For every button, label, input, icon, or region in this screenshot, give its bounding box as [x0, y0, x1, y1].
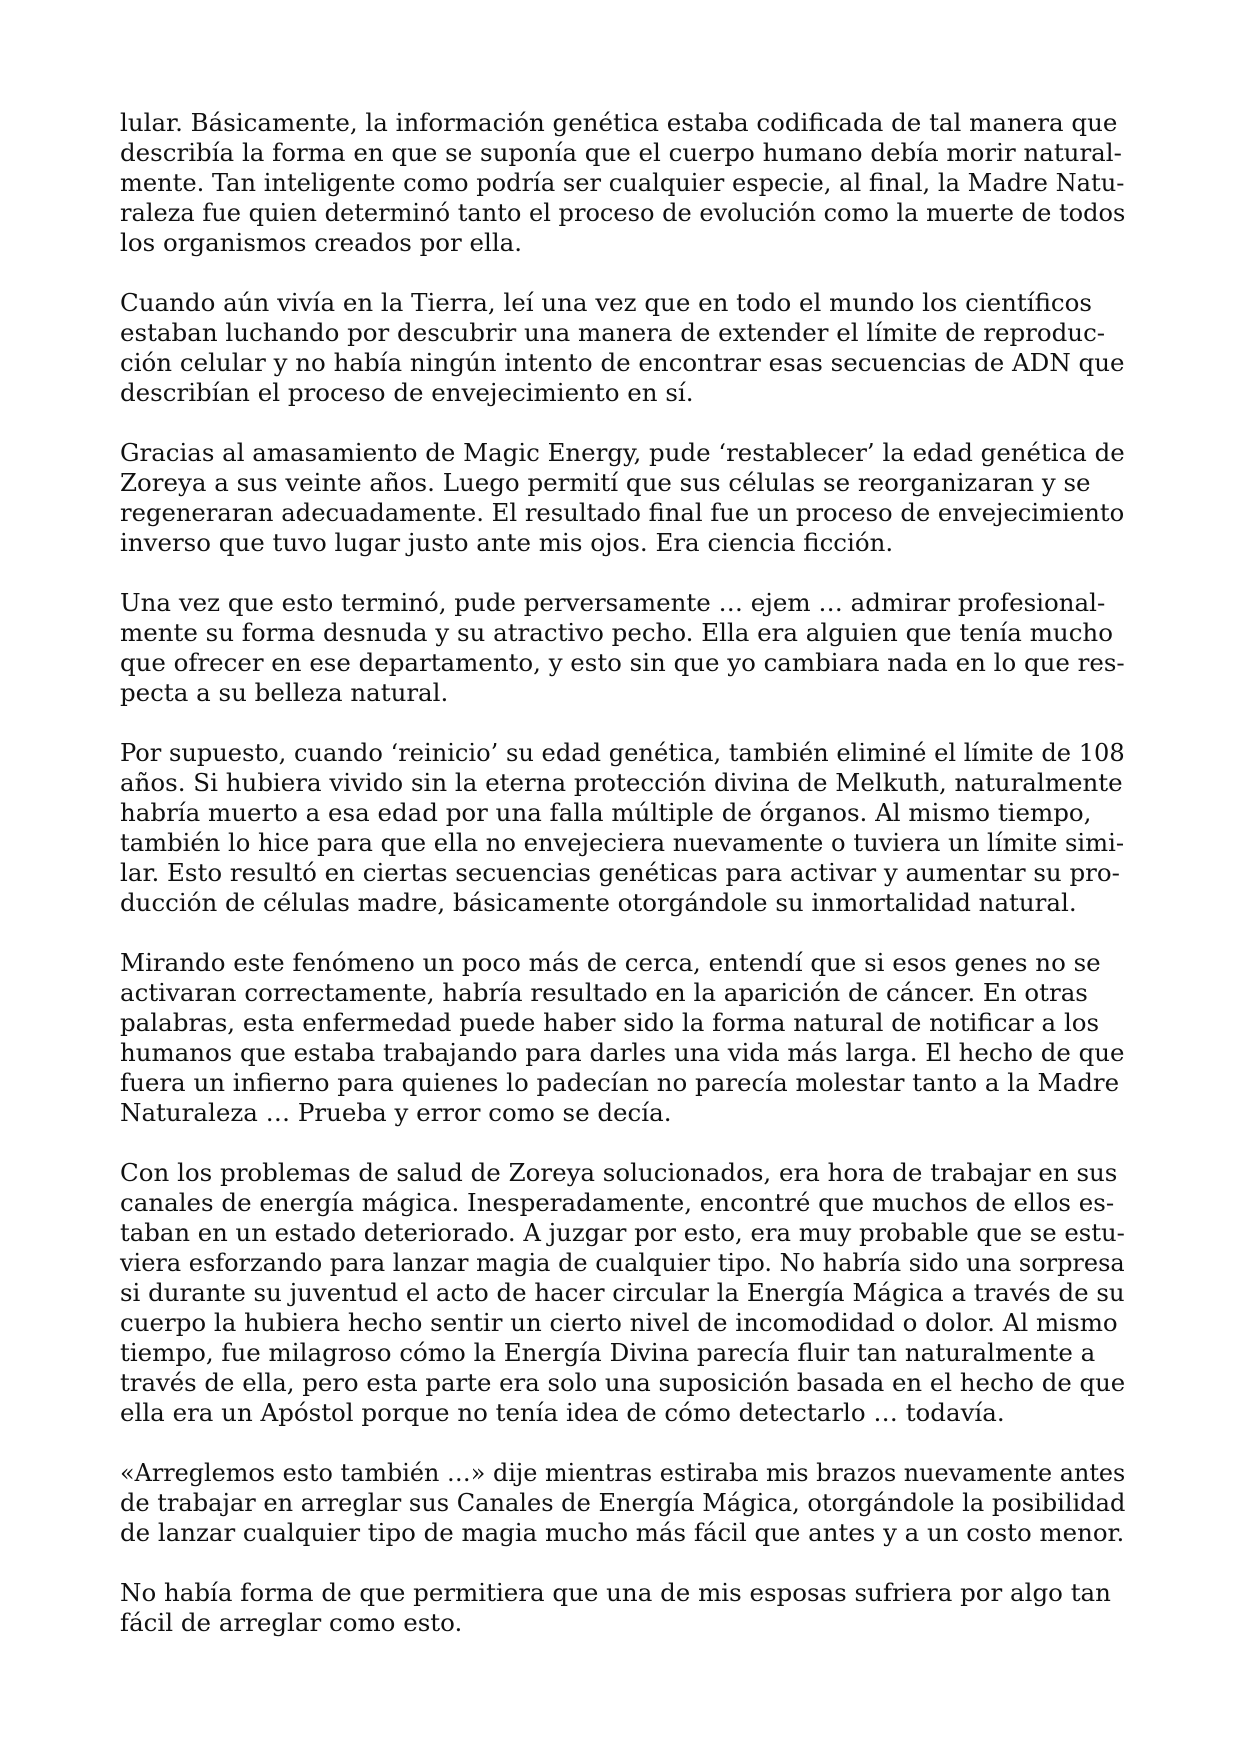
paragraph-6 [120, 948, 1125, 1128]
text-line: habría muerto a esa edad por una falla múltiple de órganos. Al mismo tiempo, [120, 798, 1092, 827]
text-line: describía la forma en que se suponía que el cuerpo humano debía morir natural- [120, 138, 1122, 167]
text-line: de lanzar cualquier tipo de magia mucho más fácil que antes y a un costo menor. [120, 1518, 1125, 1547]
text-line: Naturaleza … Prueba y error como se decía. [120, 1098, 672, 1127]
paragraph-3 [120, 438, 1125, 558]
text-line: Una vez que esto terminó, pude perversamente … ejem … admirar profesional- [120, 588, 1106, 617]
text-line: regeneraran adecuadamente. El resultado final fue un proceso de envejecimiento [120, 498, 1125, 527]
text-line: humanos que estaba trabajando para darles una vida más larga. El hecho de que [120, 1038, 1125, 1067]
text-line: mente su forma desnuda y su atractivo pecho. Ella era alguien que tenía mucho [120, 618, 1113, 647]
paragraph-4 [120, 588, 1125, 708]
text-line: mente. Tan inteligente como podría ser cualquier especie, al final, la Madre Natu- [120, 169, 1125, 197]
text-line: través de ella, pero esta parte era solo una suposición basada en el hecho de que [120, 1368, 1126, 1397]
text-line: fuera un infierno para quienes lo padecían no parecía molestar tanto a la Madre [120, 1068, 1120, 1097]
text-line: que ofrecer en ese departamento, y esto sin que yo cambiara nada en lo que res- [120, 648, 1125, 677]
text-line: Gracias al amasamiento de Magic Energy, pude ‘restablecer’ la edad genética de [120, 438, 1125, 467]
text-line: si durante su juventud el acto de hacer circular la Energía Mágica a través de su [120, 1278, 1125, 1307]
text-line: años. Si hubiera vivido sin la eterna protección divina de Melkuth, naturalmente [120, 768, 1123, 797]
text-line: ción celular y no había ningún intento de encontrar esas secuencias de ADN que [120, 348, 1125, 377]
text-line: estaban luchando por descubrir una manera de extender el límite de reproduc- [120, 318, 1106, 347]
text-line: ducción de células madre, básicamente otorgándole su inmortalidad natural. [120, 888, 1077, 917]
text-line: Con los problemas de salud de Zoreya solucionados, era hora de trabajar en sus [120, 1158, 1118, 1187]
paragraph-7 [120, 1158, 1125, 1428]
text-line: fácil de arreglar como esto. [120, 1608, 463, 1637]
text-line: lular. Básicamente, la información genética estaba codificada de tal manera que [120, 108, 1118, 137]
text-line: Zoreya a sus veinte años. Luego permití que sus células se reorganizaran y se [120, 468, 1091, 497]
text-line: pecta a su belleza natural. [120, 678, 449, 707]
document-page [120, 108, 1125, 1668]
text-line: Mirando este fenómeno un poco más de cerca, entendí que si esos genes no se [120, 948, 1101, 977]
text-line: ella era un Apóstol porque no tenía idea de cómo detectarlo … todavía. [120, 1398, 1005, 1427]
text-line: Cuando aún vivía en la Tierra, leí una vez que en todo el mundo los científicos [120, 288, 1092, 317]
text-line: describían el proceso de envejecimiento en sí. [120, 378, 694, 407]
text-line: «Arreglemos esto también …» dije mientras estiraba mis brazos nuevamente antes [120, 1459, 1126, 1487]
text-line: viera esforzando para lanzar magia de cualquier tipo. No habría sido una sorpresa [120, 1249, 1125, 1277]
text-line: también lo hice para que ella no envejeciera nuevamente o tuviera un límite simi- [120, 829, 1125, 857]
paragraph-1 [120, 108, 1125, 258]
paragraph-5 [120, 738, 1125, 918]
text-line: canales de energía mágica. Inesperadamente, encontré que muchos de ellos es- [120, 1188, 1115, 1217]
text-line: raleza fue quien determinó tanto el proceso de evolución como la muerte de todos [120, 199, 1126, 227]
text-line: taban en un estado deteriorado. A juzgar por esto, era muy probable que se estu- [120, 1218, 1125, 1247]
text-line: inverso que tuvo lugar justo ante mis ojos. Era ciencia ficción. [120, 528, 894, 557]
paragraph-9 [120, 1578, 1125, 1638]
paragraph-8 [120, 1458, 1125, 1548]
text-line: de trabajar en arreglar sus Canales de Energía Mágica, otorgándole la posibilidad [120, 1489, 1126, 1517]
text-line: activaran correctamente, habría resultado en la aparición de cáncer. En otras [120, 978, 1088, 1007]
paragraph-2 [120, 288, 1125, 408]
text-line: Por supuesto, cuando ‘reinicio’ su edad genética, también eliminé el límite de 108 [120, 739, 1125, 767]
text-line: tiempo, fue milagroso cómo la Energía Divina parecía fluir tan naturalmente a [120, 1338, 1096, 1367]
text-line: cuerpo la hubiera hecho sentir un cierto nivel de incomodidad o dolor. Al mismo [120, 1308, 1118, 1337]
text-line: los organismos creados por ella. [120, 228, 523, 257]
text-line: lar. Esto resultó en ciertas secuencias genéticas para activar y aumentar su pro- [120, 858, 1120, 887]
text-line: palabras, esta enfermedad puede haber sido la forma natural de notificar a los [120, 1008, 1100, 1037]
text-line: No había forma de que permitiera que una de mis esposas sufriera por algo tan [120, 1578, 1111, 1607]
